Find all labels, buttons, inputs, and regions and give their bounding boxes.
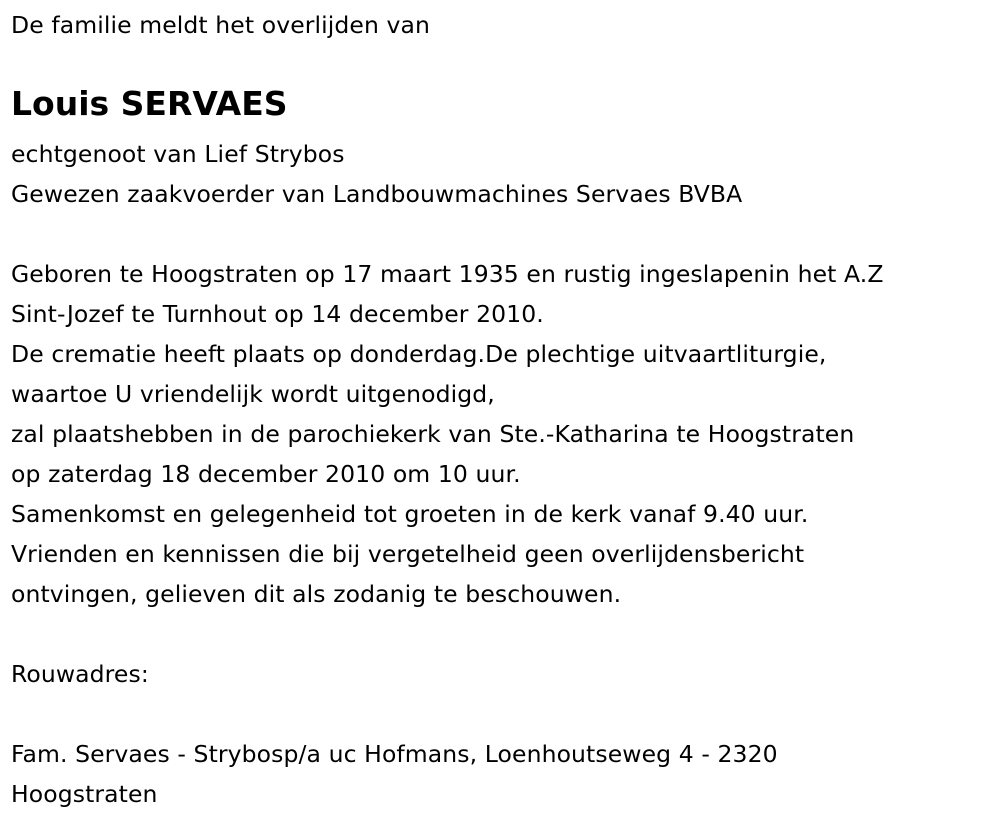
body-line: ontvingen, gelieven dit als zodanig te beschouwen. (11, 580, 622, 608)
address-line: Hoogstraten (11, 780, 158, 808)
address-label: Rouwadres: (11, 660, 149, 688)
address-block (11, 734, 778, 814)
deceased-name: Louis SERVAES (11, 84, 288, 123)
body-line: waartoe U vriendelijk wordt uitgenodigd, (11, 380, 495, 408)
body-line: Vrienden en kennissen die bij vergetelheid geen overlijdensbericht (11, 540, 805, 568)
body-line: De crematie heeft plaats op donderdag.De plechtige uitvaartliturgie, (11, 340, 827, 368)
body-line: Sint-Jozef te Turnhout op 14 december 2010. (11, 300, 544, 328)
address-line: Fam. Servaes - Strybosp/a uc Hofmans, Loenhoutseweg 4 - 2320 (11, 740, 778, 768)
body-line: Geboren te Hoogstraten op 17 maart 1935 en rustig ingeslapenin het A.Z (11, 260, 884, 288)
body-line: op zaterdag 18 december 2010 om 10 uur. (11, 460, 521, 488)
occupation-line: Gewezen zaakvoerder van Landbouwmachines Servaes BVBA (11, 180, 743, 208)
body-line: zal plaatshebben in de parochiekerk van Ste.-Katharina te Hoogstraten (11, 420, 855, 448)
announcement-body (11, 254, 884, 614)
spouse-line: echtgenoot van Lief Strybos (11, 140, 345, 168)
body-line: Samenkomst en gelegenheid tot groeten in de kerk vanaf 9.40 uur. (11, 500, 809, 528)
subtitle-block (11, 134, 742, 214)
intro-text: De familie meldt het overlijden van (11, 11, 431, 39)
